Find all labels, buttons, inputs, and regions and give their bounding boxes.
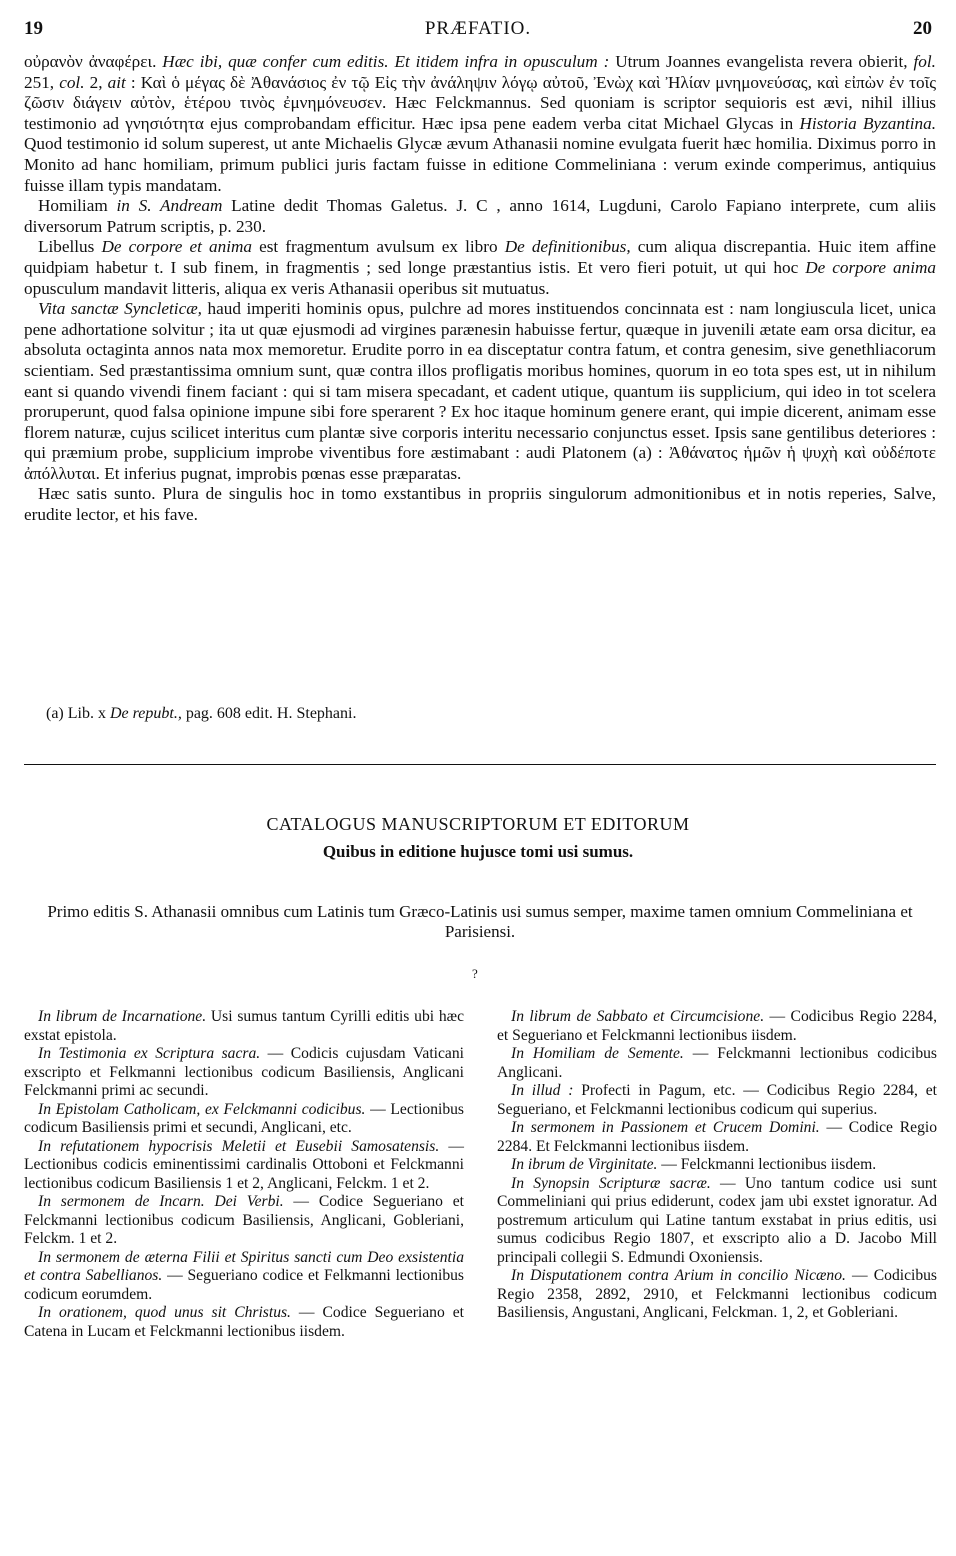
- text-run: — Codice Segueriano et Felckmanni lectionibus codicum Basiliensis, Anglicani, Gobleriani, Felckm. 1 et 2.: [24, 1193, 464, 1247]
- text-run: (a) Lib. x: [46, 705, 110, 722]
- catalogue-entry: [497, 1119, 937, 1156]
- text-run: — Codice Regio 2284. Et Felckmanni lectionibus iisdem.: [497, 1119, 937, 1155]
- catalogue-entry: [497, 1267, 937, 1323]
- text-run: Hæc satis sunto. Plura de singulis hoc in tomo exstantibus in propriis singulorum admonitionibus et in notis reperies, Salve, erudite lector, et his fave.: [24, 484, 936, 525]
- italic-run: In librum de Incarnatione.: [38, 1008, 207, 1025]
- text-run: pag. 608 edit. H. Stephani.: [181, 705, 357, 722]
- preface-paragraph: [24, 196, 936, 237]
- text-run: — Codice Segueriano et Catena in Lucam et Felckmanni lectionibus iisdem.: [24, 1304, 464, 1340]
- text-run: — Codicibus Regio 2284, et Segueriano et Felckmanni lectionibus iisdem.: [497, 1008, 937, 1044]
- text-run: Homiliam: [38, 196, 117, 216]
- catalogue-entry: [24, 1304, 464, 1341]
- text-run: — Lectionibus codicum Basiliensis primi et secundi, Anglicani, etc.: [24, 1100, 464, 1136]
- italic-run: In Testimonia ex Scriptura sacra.: [38, 1045, 261, 1062]
- text-run: cum aliqua discrepantia. Huic item affine quidpiam habetur t. I sub finem, in fragmentis ; sed longe præstantius istis. Et vero fieri potuit, ut qui hoc: [24, 237, 936, 277]
- italic-run: De repubt.,: [109, 705, 182, 722]
- text-run: Libellus: [38, 237, 102, 257]
- catalogue-entry: [497, 1008, 937, 1045]
- italic-run: In Disputationem contra Arium in concilio Nicæno.: [511, 1267, 846, 1284]
- italic-run: In Homiliam de Semente.: [511, 1045, 684, 1062]
- text-run: — Codicibus Regio 2358, 2892, 2910, et Felckmanni lectionibus codicum Basiliensis, Angustani, Anglicani, Felckman. 1, 2, et Gobleriani.: [497, 1267, 937, 1321]
- catalogue-right-column: [497, 1008, 937, 1323]
- catalogue-entry: [24, 1249, 464, 1305]
- catalogue-entry: [24, 1138, 464, 1194]
- text-run: — Felckmanni lectionibus codicibus Anglicani.: [497, 1045, 937, 1081]
- italic-run: In sermonem de æterna Filii et Spiritus sancti cum Deo exsistentia et contra Sabellianos.: [24, 1248, 464, 1284]
- preface-paragraph: [24, 299, 936, 484]
- italic-run: In Epistolam Catholicam, ex Felckmanni codicibus.: [38, 1100, 366, 1118]
- text-run: 251,: [24, 72, 60, 92]
- italic-run: In orationem, quod unus sit Christus.: [38, 1304, 291, 1321]
- text-run: οὐρανὸν ἀναφέρει.: [24, 52, 163, 71]
- catalogue-entry: [24, 1193, 464, 1249]
- catalogue-entry: [497, 1082, 937, 1119]
- italic-run: In Synopsin Scripturæ sacræ.: [511, 1174, 711, 1192]
- italic-run: in S. Andream: [116, 196, 223, 216]
- text-run: — Segueriano codice et Felkmanni lectionibus codicum eorumdem.: [24, 1267, 464, 1303]
- preface-body: [24, 52, 936, 526]
- text-run: haud imperiti hominis opus, pulchre ad mores instituendos concinnata est : nam longiuscula licet, unica pene adhortatione solvitur ; ita ut quæ ejusmodi ad virgines parænesin habuisse fertur, quæque in juvenili ætate eam orsa dicitur, ea absoluta octaginta annos nata mox memoretur. Erudite porro in ea disceptatur contra fatum, et contra genesim, sive genethliacorum scientiam. Sed præstantissima omnium sunt, quæ contra illos profligatis moribus homines, quorum in eo tota spes est, ut in nihilum eant si quando vivendi finem faciant : qui si tam misera specadant, et cadent utique, quantum iis supplicium, qui ideo in tot scelera proruperunt, quod falsa opinione impune sibi fore sperarent ? Ex hoc itaque hominum genere erant, qui impie dicerent, animam esse florem naturæ, cujus scilicet interitus cum plantæ sive corporis interitu necessario conjunctus esset. Ipsis sane gentilibus deteriores : qui præmium probe, supplicium improbe viventibus fore æstimabant : audi Platonem (a) : Ἀθάνατος ἡμῶν ἡ ψυχὴ καὶ οὐδέποτε ἀπόλλυται. Et inferius pugnat, improbis pœnas esse præparatas.: [24, 299, 936, 483]
- italic-run: Hæc ibi, quæ confer cum editis. Et itidem infra in opusculum :: [162, 52, 610, 71]
- text-run: opusculum mandavit litteris, aliqua ex veris Athanasii operibus sit mutuatus.: [24, 278, 550, 298]
- catalogue-title: CATALOGUS MANUSCRIPTORUM ET EDITORUM: [266, 814, 690, 834]
- italic-run: In sermonem in Passionem et Crucem Domini.: [511, 1119, 820, 1136]
- text-run: Utrum Joannes evangelista revera obierit,: [609, 52, 914, 71]
- italic-run: col.: [59, 72, 85, 92]
- printer-mark: ?: [472, 966, 478, 981]
- text-run: Usi sumus tantum Cyrilli editis ubi hæc exstat epistola.: [24, 1008, 464, 1044]
- catalogue-intro: Primo editis S. Athanasii omnibus cum Latinis tum Græco-Latinis usi sumus semper, maxime tamen omnium Commeliniana et Parisiensi.: [47, 902, 913, 941]
- catalogue-entry: [497, 1156, 937, 1175]
- italic-run: In librum de Sabbato et Circumcisione.: [511, 1008, 765, 1025]
- page-number-left: 19: [24, 18, 43, 39]
- text-run: — Lectionibus codicis eminentissimi cardinalis Ottoboni et Felckmanni lectionibus codicum Basiliensis 1 et 2, Anglicani, Felckm. 1 et 2.: [24, 1137, 464, 1192]
- text-run: est fragmentum avulsum ex libro: [251, 237, 505, 257]
- text-run: Quod testimonio id solum superest, ut ante Michaelis Glycæ ævum Athanasii nomine evulgata fuerit hæc homilia. Diximus porro in Monito ad hanc homiliam, primum publici juris factam fuisse in editione Commeliniana : verum exinde comperimus, antiquius fuisse illam typis mandatam.: [24, 134, 936, 195]
- italic-run: Historia Byzantina.: [799, 113, 937, 133]
- italic-run: fol.: [913, 52, 936, 71]
- preface-paragraph: [24, 484, 936, 525]
- text-run: Profecti in Pagum, etc. — Codicibus Regio 2284, et Segueriano, et Felckmanni lectionibus codicum qui superius.: [497, 1082, 937, 1118]
- running-title: PRÆFATIO.: [424, 18, 532, 39]
- preface-paragraph: [24, 237, 936, 299]
- catalogue-left-column: [24, 1008, 464, 1341]
- italic-run: In sermonem de Incarn. Dei Verbi.: [38, 1193, 284, 1210]
- italic-run: De corpore anima: [805, 257, 936, 277]
- running-header: [24, 18, 932, 46]
- text-run: — Felckmanni lectionibus iisdem.: [657, 1156, 877, 1173]
- catalogue-entry: [24, 1008, 464, 1045]
- catalogue-entry: [497, 1175, 937, 1268]
- preface-paragraph: [24, 52, 936, 196]
- catalogue-entry: [497, 1045, 937, 1082]
- catalogue-subtitle: Quibus in editione hujusce tomi usi sumus.: [322, 842, 634, 861]
- horizontal-rule: [24, 764, 936, 765]
- catalogue-entry: [24, 1101, 464, 1138]
- text-run: — Uno tantum codice usi sunt Commeliniani qui prius ediderunt, codex jam ubi exstet ignoratur. Ad postremum articulum qui Latine tantum exstabat in prius editis, usi sumus codicibus Regio 1807, et exscripto alio a D. Jacobo Mill principali collegii S. Edmundi Oxoniensis.: [497, 1174, 937, 1266]
- page-number-right: 20: [913, 18, 932, 39]
- text-run: Latine dedit Thomas Galetus. J. C , anno 1614, Lugduni, Carolo Fapiano interprete, cum aliis diversorum Patrum scriptis, p. 230.: [24, 196, 936, 236]
- text-run: — Codicis cujusdam Vaticani exscripto et Felkmanni lectionibus codicum Basiliensis, Anglicani Felckmanni primi ac secundi.: [24, 1045, 464, 1099]
- italic-run: De corpore et anima: [101, 237, 252, 257]
- italic-run: De definitionibus,: [504, 237, 631, 257]
- text-run: : Καὶ ὁ μέγας δὲ Ἀθανάσιος ἐν τῷ Εἰς τὴν ἀνάληψιν λόγῳ αὐτοῦ, Ἐνὼχ καὶ Ἠλίαν μνημονεύσας, καὶ εἰπὼν ἐν τοῖς ζῶσιν διάγειν αὐτὸν, ἑτέρου τινὸς ἐμνημόνευσεν. Hæc Felckmannus. Sed quoniam is scriptor sequioris est ævi, nihil illius testimonio ad γνησιότητα ejus comprobandam efficitur. Hæc ipsa pene eadem verba citat Michael Glycas in: [24, 72, 937, 133]
- italic-run: Vita sanctæ Syncleticæ,: [38, 299, 202, 319]
- text-run: 2,: [84, 72, 108, 92]
- italic-run: ait: [107, 72, 126, 92]
- catalogue-entry: [24, 1045, 464, 1101]
- italic-run: In refutationem hypocrisis Meletii et Eusebii Samosatensis.: [38, 1137, 440, 1155]
- italic-run: In illud :: [511, 1082, 574, 1099]
- footnote: [46, 705, 356, 723]
- italic-run: In ibrum de Virginitate.: [511, 1156, 658, 1173]
